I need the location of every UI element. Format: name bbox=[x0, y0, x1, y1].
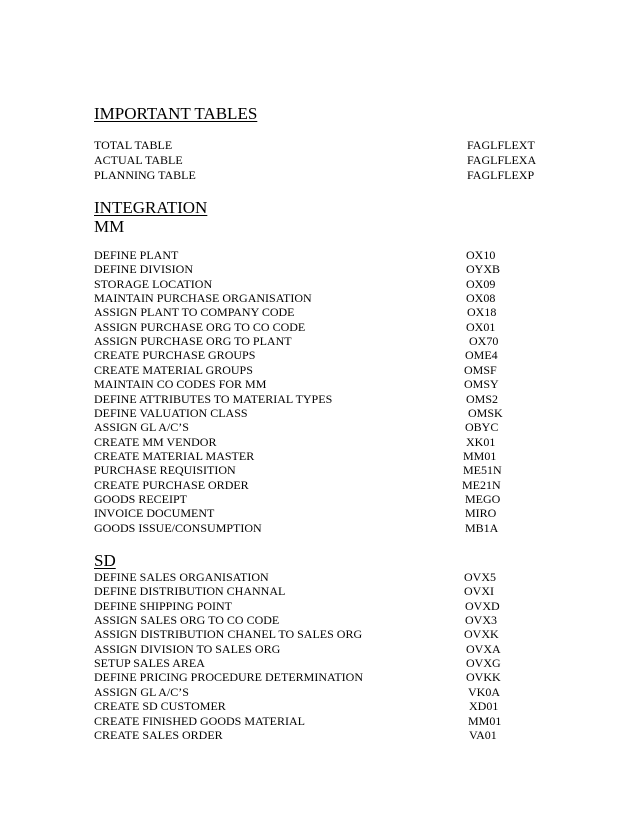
row-code: OX70 bbox=[469, 334, 499, 349]
row-description: DEFINE PLANT bbox=[94, 248, 179, 262]
table-row bbox=[94, 153, 554, 167]
row-code: OX09 bbox=[466, 276, 496, 291]
row-code: OMSF bbox=[464, 362, 497, 377]
row-description: CREATE MM VENDOR bbox=[94, 434, 217, 449]
row-description: ASSIGN DIVISION TO SALES ORG bbox=[94, 641, 281, 656]
row-description: INVOICE DOCUMENT bbox=[94, 506, 215, 521]
table-row bbox=[94, 478, 554, 492]
row-description: CREATE SALES ORDER bbox=[94, 727, 223, 742]
row-description: ASSIGN DISTRIBUTION CHANEL TO SALES ORG bbox=[94, 627, 363, 642]
row-code: OYXB bbox=[466, 262, 501, 277]
table-row bbox=[94, 168, 554, 182]
table-row bbox=[94, 642, 554, 656]
row-description: PLANNING TABLE bbox=[94, 167, 196, 182]
table-row bbox=[94, 277, 554, 291]
table-row bbox=[94, 670, 554, 684]
row-description: SETUP SALES AREA bbox=[94, 656, 205, 671]
table-row bbox=[94, 348, 554, 362]
integration-heading: INTEGRATION bbox=[94, 198, 208, 217]
row-code: ME21N bbox=[462, 477, 501, 492]
row-description: CREATE MATERIAL MASTER bbox=[94, 448, 255, 463]
row-description: CREATE SD CUSTOMER bbox=[94, 699, 226, 714]
row-code: FAGLFLEXP bbox=[467, 167, 535, 182]
row-code: OBYC bbox=[465, 420, 499, 435]
row-description: GOODS RECEIPT bbox=[94, 491, 188, 506]
table-row bbox=[94, 449, 554, 463]
row-code: OX08 bbox=[466, 291, 496, 306]
table-row bbox=[94, 584, 554, 598]
row-description: CREATE PURCHASE GROUPS bbox=[94, 348, 256, 363]
row-description: GOODS ISSUE/CONSUMPTION bbox=[94, 520, 262, 535]
row-code: OVKK bbox=[466, 670, 501, 685]
row-code: ME51N bbox=[463, 463, 502, 478]
row-code: FAGLFLEXA bbox=[467, 152, 537, 167]
row-description: ASSIGN PLANT TO COMPANY CODE bbox=[94, 305, 295, 320]
row-description: DEFINE DIVISION bbox=[94, 262, 193, 277]
row-description: STORAGE LOCATION bbox=[94, 276, 213, 291]
important-tables-heading: IMPORTANT TABLES bbox=[94, 104, 258, 123]
row-code: OME4 bbox=[465, 348, 498, 363]
row-code: MB1A bbox=[465, 520, 499, 535]
row-description: ASSIGN GL A/C’S bbox=[94, 420, 189, 435]
row-code: OVXD bbox=[465, 598, 500, 613]
row-code: OX18 bbox=[467, 305, 497, 320]
table-row bbox=[94, 714, 554, 728]
table-row bbox=[94, 334, 554, 348]
row-code: XK01 bbox=[466, 434, 496, 449]
row-description: ASSIGN SALES ORG TO CO CODE bbox=[94, 613, 280, 628]
table-row bbox=[94, 570, 554, 584]
sd-heading: SD bbox=[94, 551, 116, 570]
table-row bbox=[94, 656, 554, 670]
row-code: OVXG bbox=[466, 656, 501, 671]
table-row bbox=[94, 521, 554, 535]
table-row bbox=[94, 599, 554, 613]
table-row bbox=[94, 262, 554, 276]
table-row bbox=[94, 699, 554, 713]
table-row bbox=[94, 377, 554, 391]
row-code: OVXK bbox=[464, 627, 499, 642]
table-row bbox=[94, 420, 554, 434]
table-row bbox=[94, 506, 554, 520]
row-code: OMSY bbox=[464, 377, 499, 392]
row-code: OVXI bbox=[464, 584, 494, 599]
table-row bbox=[94, 435, 554, 449]
table-row bbox=[94, 138, 554, 152]
table-row bbox=[94, 363, 554, 377]
row-description: DEFINE ATTRIBUTES TO MATERIAL TYPES bbox=[94, 391, 333, 406]
row-description: DEFINE PRICING PROCEDURE DETERMINATION bbox=[94, 670, 363, 685]
row-description: PURCHASE REQUISITION bbox=[94, 463, 236, 478]
row-description: CREATE FINISHED GOODS MATERIAL bbox=[94, 713, 306, 728]
row-description: CREATE PURCHASE ORDER bbox=[94, 477, 249, 492]
row-code: OMS2 bbox=[466, 391, 499, 406]
table-row bbox=[94, 613, 554, 627]
row-code: OVXA bbox=[466, 641, 501, 656]
table-row bbox=[94, 320, 554, 334]
row-description: ASSIGN PURCHASE ORG TO PLANT bbox=[94, 334, 292, 349]
row-code: MM01 bbox=[468, 713, 502, 728]
row-code: OX01 bbox=[466, 319, 496, 334]
table-row bbox=[94, 463, 554, 477]
row-description: MAINTAIN PURCHASE ORGANISATION bbox=[94, 291, 312, 306]
row-description: ACTUAL TABLE bbox=[94, 152, 183, 167]
mm-heading: MM bbox=[94, 217, 125, 236]
table-row bbox=[94, 728, 554, 742]
table-row bbox=[94, 248, 554, 262]
row-description: ASSIGN PURCHASE ORG TO CO CODE bbox=[94, 319, 306, 334]
row-code: FAGLFLEXT bbox=[467, 138, 535, 152]
table-row bbox=[94, 685, 554, 699]
row-code: OVX3 bbox=[465, 613, 497, 628]
row-description: DEFINE SALES ORGANISATION bbox=[94, 570, 269, 584]
row-description: DEFINE VALUATION CLASS bbox=[94, 405, 248, 420]
row-code: MM01 bbox=[463, 448, 497, 463]
row-code: MIRO bbox=[465, 506, 497, 521]
row-description: DEFINE SHIPPING POINT bbox=[94, 598, 233, 613]
row-code: MEGO bbox=[465, 491, 501, 506]
row-description: TOTAL TABLE bbox=[94, 138, 173, 152]
table-row bbox=[94, 627, 554, 641]
row-description: ASSIGN GL A/C’S bbox=[94, 684, 189, 699]
table-row bbox=[94, 492, 554, 506]
table-row bbox=[94, 291, 554, 305]
row-code: OX10 bbox=[466, 248, 496, 262]
row-description: MAINTAIN CO CODES FOR MM bbox=[94, 377, 267, 392]
row-description: CREATE MATERIAL GROUPS bbox=[94, 362, 253, 377]
table-row bbox=[94, 305, 554, 319]
row-code: XD01 bbox=[469, 699, 499, 714]
table-row bbox=[94, 392, 554, 406]
row-description: DEFINE DISTRIBUTION CHANNAL bbox=[94, 584, 286, 599]
table-row bbox=[94, 406, 554, 420]
row-code: VA01 bbox=[469, 727, 497, 742]
row-code: OMSK bbox=[468, 405, 503, 420]
row-code: OVX5 bbox=[464, 570, 496, 584]
row-code: VK0A bbox=[468, 684, 500, 699]
